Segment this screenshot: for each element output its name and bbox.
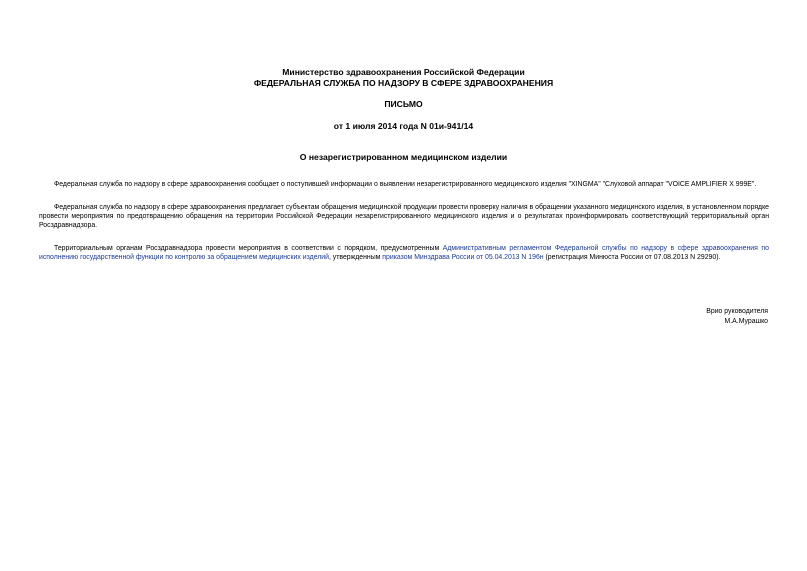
paragraph-1: Федеральная служба по надзору в сфере здравоохранения сообщает о поступившей информации о выявлении незарегистрированного медицинского изделия "XINGMA" "Слуховой аппарат "VOICE AMPLIFIER X 999E".: [54, 181, 757, 188]
signatory-name: М.А.Мурашко: [724, 318, 768, 325]
document-date-number: от 1 июля 2014 года N 01и-941/14: [333, 121, 474, 131]
regulation-link[interactable]: Административным регламентом Федеральной службы по надзору в сфере здравоохранения по исполнению государственной функции по контролю за обращением медицинских изделий: [39, 245, 769, 262]
signatory-position: Врио руководителя: [706, 308, 768, 315]
paragraph-3-text-1: Территориальным органам Росздравнадзора провести мероприятия в соответствии с порядком, предусмотренным: [54, 245, 443, 253]
document-type: ПИСЬМО: [384, 99, 423, 109]
document-body: [39, 180, 769, 276]
order-link[interactable]: приказом Минздрава России от 05.04.2013 N 196н: [382, 254, 544, 262]
paragraph-2: Федеральная служба по надзору в сфере здравоохранения предлагает субъектам обращения медицинской продукции провести проверку наличия в обращении указанного медицинского изделия, в установленном порядке провести мероприятия по предотвращению обращения на территории Российской Федерации незарегистрированного медицинского изделия и о результатах проинформировать соответствующий территориальный орган Росздравнадзора.: [39, 203, 769, 230]
service-name: ФЕДЕРАЛЬНАЯ СЛУЖБА ПО НАДЗОРУ В СФЕРЕ ЗДРАВООХРАНЕНИЯ: [253, 78, 554, 88]
signature-block: [706, 307, 768, 327]
paragraph-3: [39, 244, 769, 263]
document-header: [0, 67, 807, 89]
document-subject: О незарегистрированном медицинском изделии: [299, 152, 508, 162]
paragraph-3-text-2: , утвержденным: [328, 254, 383, 262]
ministry-name: Министерство здравоохранения Российской Федерации: [282, 67, 525, 77]
paragraph-3-text-3: (регистрация Минюста России от 07.08.2013 N 29290).: [543, 254, 721, 262]
